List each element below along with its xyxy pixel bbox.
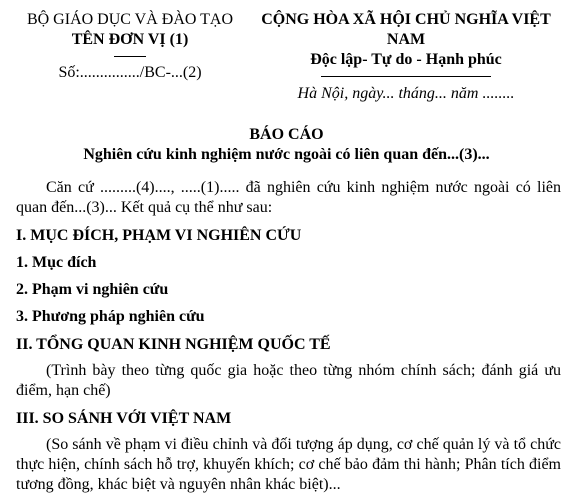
national-motto: Độc lập- Tự do - Hạnh phúc [310, 51, 502, 68]
section-1-item-method: 3. Phương pháp nghiên cứu [16, 308, 205, 325]
intro-paragraph: Căn cứ .........(4)...., .....(1)..... đã nghiên cứu kinh nghiệm nước ngoài có liên quan đến...(3)... Kết quả cụ thể như sau: [16, 179, 561, 216]
motto-divider [321, 76, 491, 77]
national-header-block [246, 10, 566, 104]
nation-name-line2: NAM [386, 31, 426, 48]
issuing-agency-block [16, 10, 244, 83]
agency-divider [114, 56, 146, 57]
section-3-text: (So sánh về phạm vi điều chỉnh và đối tượng áp dụng, cơ chế quản lý và tổ chức thực hiện, chính sách hỗ trợ, khuyến khích; cơ chế bảo đảm thi hành; Phân tích điểm tương đồng, khác biệt và nguyên nhân khác biệt)... [16, 436, 561, 493]
document-number: Số:.............../BC-...(2) [58, 64, 202, 81]
unit-name: TÊN ĐƠN VỊ (1) [71, 31, 189, 48]
place-and-date: Hà Nội, ngày... tháng... năm ........ [297, 85, 515, 102]
section-1-item-scope: 2. Phạm vi nghiên cứu [16, 281, 169, 298]
ministry-name: BỘ GIÁO DỤC VÀ ĐÀO TẠO [26, 11, 234, 28]
section-2-text: (Trình bày theo từng quốc gia hoặc theo từng nhóm chính sách; đánh giá ưu điểm, hạn chế) [16, 362, 561, 399]
report-title: BÁO CÁO [249, 126, 324, 143]
section-3-heading: III. SO SÁNH VỚI VIỆT NAM [16, 410, 232, 427]
nation-name-line1: CỘNG HÒA XÃ HỘI CHỦ NGHĨA VIỆT [261, 11, 551, 28]
section-1-item-purpose: 1. Mục đích [16, 254, 97, 271]
report-subtitle: Nghiên cứu kinh nghiệm nước ngoài có liên quan đến...(3)... [83, 146, 490, 163]
section-1-heading: I. MỤC ĐÍCH, PHẠM VI NGHIÊN CỨU [16, 227, 302, 244]
report-body [16, 178, 561, 495]
section-2-heading: II. TỔNG QUAN KINH NGHIỆM QUỐC TẾ [16, 336, 331, 353]
report-title-block [16, 124, 557, 165]
